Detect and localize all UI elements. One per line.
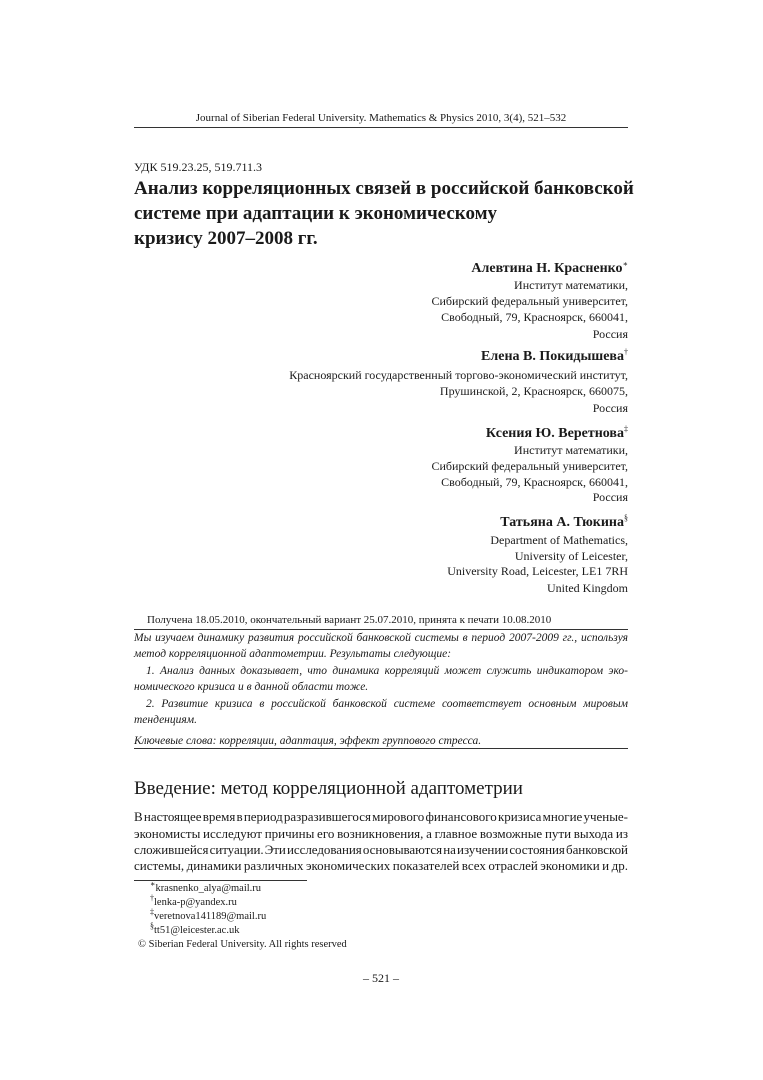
author-affiliation: Институт математики, [514,443,628,457]
header-rule [134,127,628,128]
abstract-rule-bottom [134,748,628,749]
abstract-line: метод корреляционной адаптометрии. Результаты следующие: [134,648,452,660]
abstract-line: 2. Развитие кризиса в российской банковской системе соответствует основным мировым [146,698,628,710]
abstract-line: 1. Анализ данных доказывает, что динамика корреляций может служить индикатором эко- [146,665,628,677]
author-affiliation: Свободный, 79, Красноярск, 660041, [441,310,628,324]
footnote: ∗krasnenko_alya@mail.ru [150,879,262,894]
footnote: §tt51@leicester.ac.uk [150,921,240,936]
copyright: © Siberian Federal University. All rights reserved [138,939,347,950]
author-affiliation: University of Leicester, [514,549,628,563]
body-line: системы, динамики различных экономических показателей всех отраслей экономики и др. [134,858,628,873]
abstract-line: Мы изучаем динамику развития российской банковской системы в период 2007-2009 гг., используя [134,632,628,644]
journal-header: Journal of Siberian Federal University. Mathematics & Physics 2010, 3(4), 521–532 [195,112,567,124]
author-affiliation: University Road, Leicester, LE1 7RH [447,564,628,578]
title-line: кризису 2007–2008 гг. [134,228,318,249]
abstract-line: номического кризиса и в данной области тоже. [134,681,369,693]
author-affiliation: Department of Mathematics, [490,533,628,547]
body-line: В настоящее время в период разразившегося мирового финансового кризиса многие ученые- [134,809,628,824]
title-line: системе при адаптации к экономическому [134,203,498,224]
received-dates: Получена 18.05.2010, окончательный вариант 25.07.2010, принята к печати 10.08.2010 [147,614,552,626]
section-heading: Введение: метод корреляционной адаптометрии [134,778,523,799]
author-affiliation: Россия [592,327,628,341]
author-affiliation: Россия [592,401,628,415]
abstract-rule-top [134,629,628,630]
author-affiliation: Россия [592,490,628,504]
body-line: сложившейся ситуации. Эти исследования основываются на изучении состояния банковской [134,842,628,857]
author-affiliation: Красноярский государственный торгово-экономический институт, [289,368,628,382]
author-affiliation: United Kingdom [547,581,628,595]
author-affiliation: Сибирский федеральный университет, [431,294,628,308]
author-affiliation: Сибирский федеральный университет, [431,459,628,473]
footnote-rule [134,880,307,881]
author-name: Елена В. Покидышева† [481,347,628,364]
udc-code: УДК 519.23.25, 519.711.3 [134,160,263,174]
author-affiliation: Прушинской, 2, Красноярск, 660075, [439,384,628,398]
author-affiliation: Институт математики, [514,278,628,292]
footnote: ‡veretnova141189@mail.ru [150,907,267,922]
footnote: †lenka-p@yandex.ru [150,893,237,908]
abstract-line: тенденциям. [134,714,197,726]
author-name: Татьяна А. Тюкина§ [500,513,628,530]
body-line: экономисты исследуют причины его возникновения, а главное возможные пути выхода из [134,826,628,841]
author-name: Ксения Ю. Веретнова‡ [485,424,628,441]
author-affiliation: Свободный, 79, Красноярск, 660041, [441,475,628,489]
keywords: Ключевые слова: корреляции, адаптация, эффект группового стресса. [134,735,482,747]
page-number: – 521 – [363,971,399,985]
title-line: Анализ корреляционных связей в российской банковской [134,178,634,199]
author-name: Алевтина Н. Красненко∗ [471,259,628,276]
